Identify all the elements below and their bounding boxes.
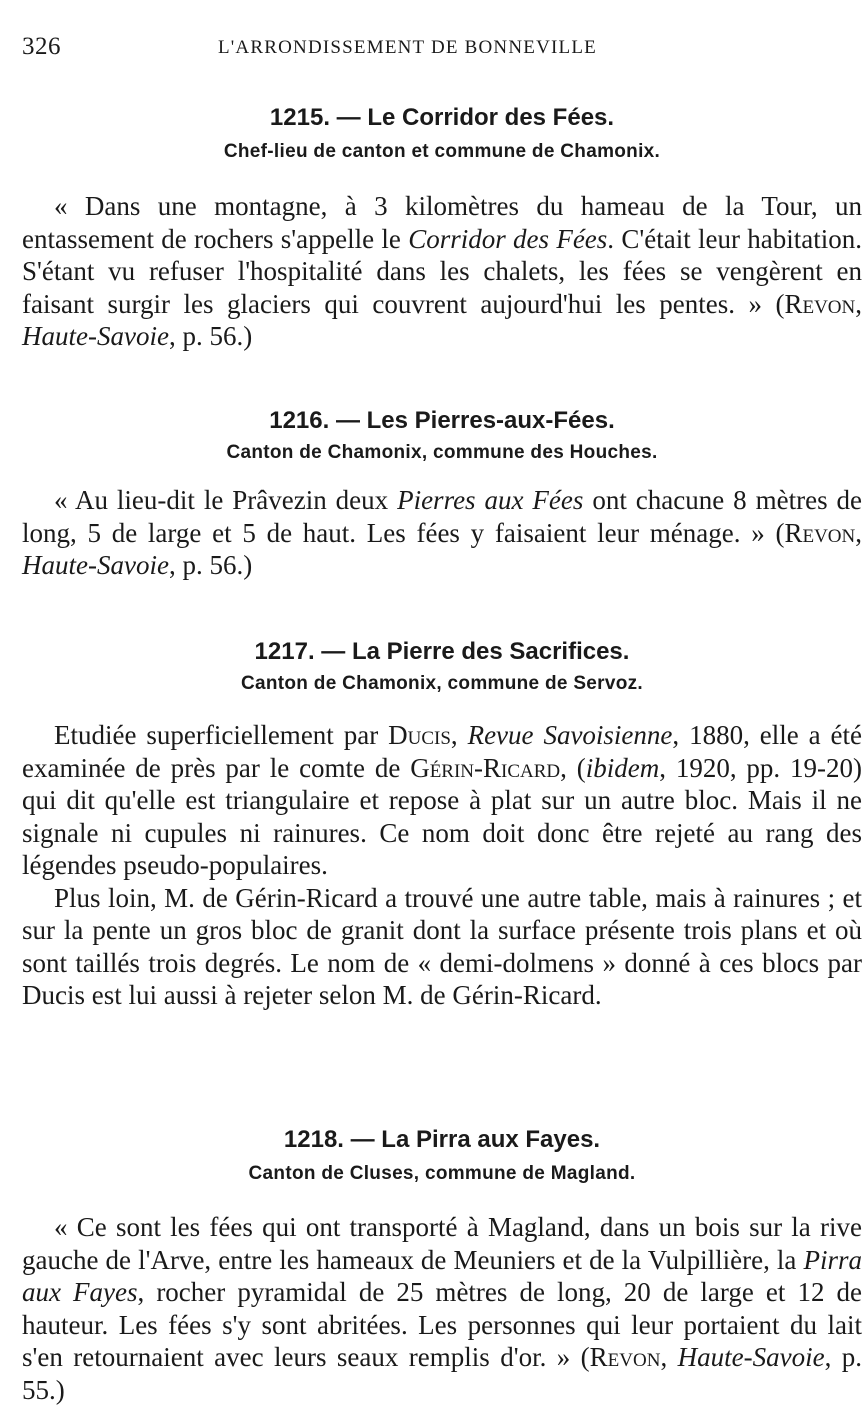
entry-location: Canton de Chamonix, commune de Servoz. (240, 673, 644, 694)
entry-location: Chef-lieu de canton et commune de Chamonix. (223, 141, 661, 162)
entry-title: 1215. — Le Corridor des Fées. (269, 104, 615, 131)
running-header (22, 33, 862, 63)
entry-1215 (22, 103, 862, 353)
entry-title: 1217. — La Pierre des Sacrifices. (254, 638, 630, 665)
entry-text-continued: Plus loin, M. de Gérin-Ricard a trouvé une autre table, mais à rainures ; et sur la pente un gros bloc de granit dont la surface présente trois plans et où sont taillés trois degrés. Le nom de « demi-dolmens » donné à ces blocs par Ducis est lui aussi à rejeter selon M. de Gérin-Ricard. (22, 882, 862, 1010)
entry-text: Etudiée superficiellement par Ducis, Revue Savoisienne, 1880, elle a été examinée de près par le comte de Gérin-Ricard, (ibidem, 1920, pp. 19-20) qui dit qu'elle est triangulaire et repose à plat sur un autre bloc. Mais il ne signale ni cupules ni rainures. Ce nom doit donc être rejeté au rang des légendes pseudo-populaires. (22, 720, 863, 880)
entry-1218 (22, 1125, 862, 1406)
entry-1216 (22, 406, 862, 582)
entry-text: « Ce sont les fées qui ont transporté à Magland, dans un bois sur la rive gauche de l'Arve, entre les hameaux de Meuniers et de la Vulpillière, la Pirra aux Fayes, rocher pyramidal de 25 mètres de long, 20 de large et 12 de hauteur. Les fées s'y sont abritées. Les personnes qui leur portaient du lait s'en retournaient avec leurs seaux remplis d'or. » (Revon, Haute-Savoie, p. 55.) (22, 1212, 863, 1405)
page-number: 326 (22, 33, 61, 60)
entry-title: 1218. — La Pirra aux Fayes. (283, 1126, 601, 1153)
entry-1217 (22, 637, 862, 1012)
entry-location: Canton de Chamonix, commune des Houches. (226, 442, 658, 463)
entry-text: « Dans une montagne, à 3 kilomètres du hameau de la Tour, un entassement de rochers s'appelle le Corridor des Fées. C'était leur habitation. S'étant vu refuser l'hospitalité dans les chalets, les fées se vengèrent en faisant surgir les glaciers qui couvrent aujourd'hui les pentes. » (Revon, Haute-Savoie, p. 56.) (22, 191, 862, 351)
entry-location: Canton de Cluses, commune de Magland. (248, 1163, 636, 1184)
entry-text: « Au lieu-dit le Prâvezin deux Pierres aux Fées ont chacune 8 mètres de long, 5 de large et 5 de haut. Les fées y faisaient leur ménage. » (Revon, Haute-Savoie, p. 56.) (22, 485, 863, 580)
entry-title: 1216. — Les Pierres-aux-Fées. (269, 407, 615, 434)
running-title: L'ARRONDISSEMENT DE BONNEVILLE (218, 37, 597, 58)
